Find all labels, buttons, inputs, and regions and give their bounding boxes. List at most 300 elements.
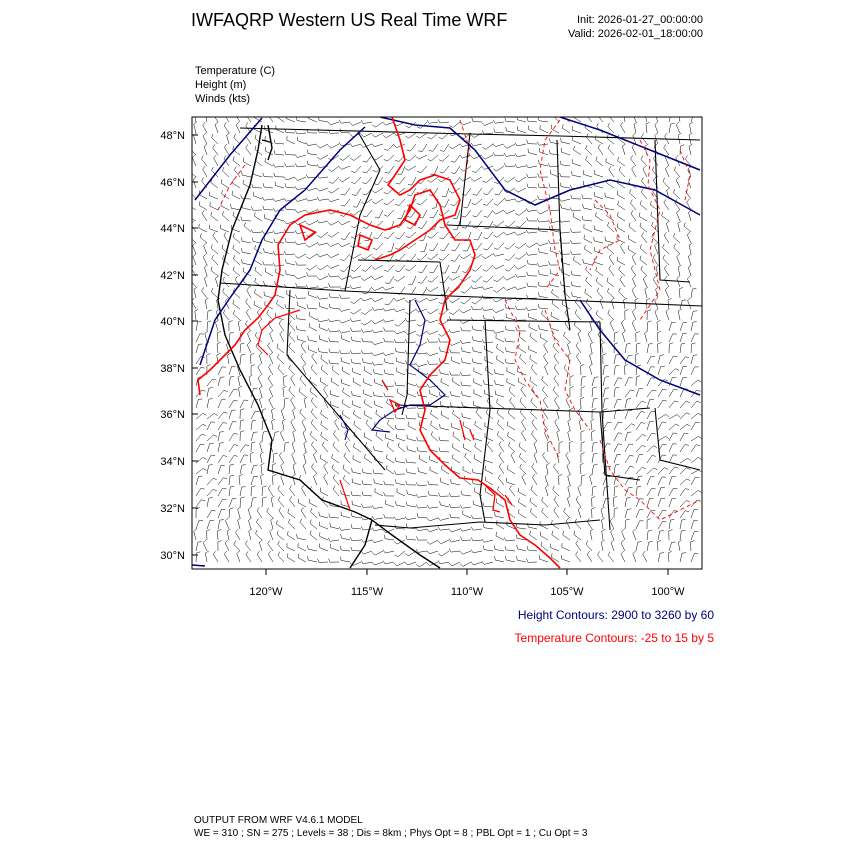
- wind-barb: [657, 320, 661, 331]
- wind-barb: [341, 357, 350, 364]
- wind-barb: [317, 155, 328, 159]
- wind-barb: [306, 198, 317, 201]
- wind-barb: [496, 499, 504, 507]
- wind-barb: [471, 550, 482, 553]
- wind-barb: [309, 499, 317, 507]
- wind-barb: [541, 310, 548, 320]
- wind-barb: [573, 213, 581, 221]
- wind-barb: [669, 369, 679, 375]
- wind-barb: [629, 179, 636, 188]
- wind-barb: [483, 232, 493, 239]
- wind-barb: [221, 202, 229, 210]
- wind-barb: [527, 184, 537, 189]
- wind-barb: [210, 225, 218, 232]
- wind-barb: [508, 409, 515, 419]
- wind-barb: [545, 485, 548, 496]
- wind-barb: [428, 155, 438, 161]
- wind-barb: [587, 518, 592, 529]
- wind-barb: [362, 177, 372, 184]
- wind-barb: [217, 342, 221, 353]
- wind-barb: [196, 508, 200, 518]
- wind-barb: [564, 332, 570, 342]
- wind-barb: [576, 540, 581, 551]
- wind-barb: [632, 166, 636, 177]
- wind-barb: [527, 117, 537, 122]
- wind-barb: [471, 527, 482, 530]
- wind-barb: [676, 177, 680, 188]
- wind-barb: [539, 160, 548, 166]
- wind-barb: [218, 367, 226, 375]
- wind-barb: [603, 409, 607, 419]
- wind-barb: [207, 399, 213, 409]
- wind-barb: [405, 309, 416, 314]
- wind-barb: [416, 342, 427, 346]
- wind-barb: [486, 366, 494, 375]
- wind-barb: [495, 512, 504, 518]
- wind-barb: [560, 161, 570, 166]
- wind-barb: [365, 454, 373, 463]
- wind-barb: [249, 375, 252, 386]
- wind-barb: [543, 419, 548, 430]
- wind-barb: [561, 281, 571, 287]
- wind-barb: [279, 452, 284, 463]
- wind-barb: [417, 254, 427, 260]
- wind-barb: [508, 498, 515, 507]
- wind-barb: [552, 300, 559, 309]
- wind-barb: [639, 212, 647, 221]
- wind-barb: [246, 551, 251, 562]
- wind-barb: [532, 463, 537, 474]
- wind-barb: [218, 478, 227, 485]
- wind-barb: [669, 123, 675, 133]
- wind-barb: [263, 206, 273, 210]
- wind-barb: [576, 551, 581, 562]
- wind-barb: [493, 330, 504, 333]
- wind-barb: [222, 211, 229, 221]
- wind-barb: [387, 442, 394, 452]
- wind-barb: [252, 184, 262, 188]
- wind-barb: [460, 505, 471, 509]
- wind-barb: [439, 210, 449, 216]
- wind-barb: [691, 343, 696, 353]
- wind-barb: [222, 167, 229, 177]
- wind-barb: [353, 199, 361, 207]
- wind-barb: [229, 422, 237, 430]
- wind-barb: [658, 510, 667, 518]
- wind-barb: [199, 201, 207, 210]
- wind-barb: [297, 335, 306, 342]
- wind-barb: [295, 230, 306, 233]
- wind-barb: [259, 540, 262, 551]
- wind-barb: [251, 486, 255, 496]
- wind-barb: [394, 517, 405, 520]
- wind-barb: [317, 242, 328, 245]
- wind-barb: [308, 556, 317, 562]
- wind-barb: [570, 251, 581, 255]
- wind-barb: [287, 531, 295, 540]
- wind-barb: [680, 489, 689, 496]
- wind-barb: [331, 544, 339, 551]
- wind-barb: [372, 188, 383, 193]
- wind-barb: [553, 486, 559, 496]
- wind-barb: [570, 240, 581, 244]
- wind-barb: [407, 435, 416, 441]
- wind-barb: [449, 122, 460, 128]
- wind-barb: [192, 155, 196, 166]
- wind-barb: [207, 498, 213, 508]
- wind-barb: [229, 366, 236, 375]
- wind-barb: [273, 432, 279, 441]
- wind-barb: [395, 254, 405, 261]
- wind-barb: [288, 509, 295, 518]
- wind-barb: [440, 276, 449, 283]
- wind-barb: [299, 388, 306, 397]
- wind-barb: [510, 486, 516, 497]
- wind-barb: [354, 443, 362, 452]
- wind-barb: [669, 444, 677, 452]
- variable-winds: Winds (kts): [195, 93, 250, 105]
- lat-label-34: 34°N: [160, 456, 185, 468]
- wind-barb: [232, 191, 240, 199]
- wind-barb: [506, 556, 515, 562]
- wind-barb: [438, 119, 449, 123]
- wind-barb: [537, 210, 548, 214]
- wind-barb: [264, 236, 273, 243]
- wind-barb: [193, 254, 196, 265]
- wind-barb: [559, 251, 570, 255]
- wind-barb: [372, 540, 383, 543]
- wind-barb: [265, 268, 273, 276]
- wind-barb: [211, 244, 218, 254]
- wind-barb: [551, 544, 559, 551]
- wind-barb: [255, 289, 263, 298]
- wind-barb: [664, 232, 669, 243]
- wind-barb: [416, 364, 427, 367]
- wind-barb: [504, 153, 515, 157]
- wind-barb: [333, 486, 339, 496]
- wind-barb: [211, 267, 218, 276]
- wind-barbs: [188, 111, 702, 567]
- wind-barb: [557, 430, 560, 441]
- wind-barb: [295, 198, 306, 201]
- wind-barb: [375, 488, 383, 496]
- wind-barb: [493, 265, 504, 269]
- wind-barb: [372, 122, 383, 127]
- wind-barb: [600, 298, 603, 309]
- wind-barb: [205, 298, 208, 309]
- wind-barb: [636, 510, 643, 518]
- wind-barb: [362, 469, 372, 474]
- wind-barb: [652, 233, 658, 243]
- wind-barb: [518, 488, 526, 496]
- wind-barb: [532, 430, 538, 441]
- wind-barb: [383, 319, 394, 322]
- wind-barb: [405, 562, 416, 565]
- wind-barb: [416, 133, 427, 138]
- wind-barb: [608, 552, 614, 562]
- wind-barb: [614, 354, 620, 364]
- wind-barb: [372, 527, 383, 530]
- wind-barb: [590, 474, 593, 485]
- wind-barb: [542, 376, 548, 386]
- wind-barb: [293, 463, 296, 474]
- wind-barb: [687, 232, 691, 243]
- wind-barb: [572, 159, 581, 166]
- wind-barb: [273, 198, 284, 201]
- wind-barb: [680, 366, 687, 375]
- wind-barb: [560, 183, 570, 188]
- wind-barb: [507, 421, 515, 430]
- wind-barb: [295, 209, 306, 212]
- wind-barb: [647, 456, 656, 464]
- wind-barb: [295, 154, 306, 157]
- wind-barb: [290, 486, 296, 497]
- wind-barb: [328, 328, 339, 332]
- wind-barb: [473, 210, 483, 217]
- wind-barb: [287, 115, 295, 122]
- wind-barb: [505, 265, 515, 271]
- wind-barb: [295, 177, 306, 181]
- wind-barb: [261, 463, 265, 474]
- wind-barb: [485, 466, 493, 474]
- wind-barb: [597, 288, 603, 298]
- wind-barb: [625, 310, 629, 321]
- wind-barb: [493, 221, 504, 226]
- wind-barb: [522, 419, 527, 430]
- wind-barb: [311, 508, 318, 518]
- wind-barb: [310, 531, 317, 541]
- wind-barb: [262, 486, 267, 496]
- wind-barb: [362, 491, 372, 496]
- wind-barb: [295, 254, 306, 258]
- wind-barb: [238, 375, 241, 386]
- wind-barb: [505, 338, 515, 342]
- wind-barb: [406, 232, 416, 238]
- wind-barb: [592, 430, 596, 441]
- wind-barb: [395, 425, 405, 430]
- wind-barb: [224, 122, 229, 133]
- wind-barb: [499, 441, 504, 452]
- wind-barb: [658, 355, 664, 364]
- wind-barb: [575, 310, 581, 320]
- wind-barb: [384, 210, 394, 216]
- wind-barb: [472, 336, 482, 342]
- wind-barb: [229, 332, 234, 342]
- wind-barb: [636, 476, 643, 485]
- wind-barb: [213, 232, 218, 243]
- wind-barb: [229, 376, 234, 386]
- wind-barb: [530, 333, 537, 342]
- wind-barb: [291, 375, 295, 386]
- wind-barb: [485, 221, 494, 229]
- wind-barb: [428, 339, 439, 343]
- wind-barb: [572, 171, 582, 177]
- wind-barb: [678, 309, 681, 320]
- wind-barb: [194, 287, 197, 298]
- wind-barb: [339, 120, 350, 124]
- wind-barb: [610, 518, 614, 529]
- wind-barb: [462, 347, 472, 353]
- wind-barb: [691, 355, 697, 364]
- wind-barb: [632, 276, 636, 287]
- wind-barb: [297, 534, 306, 540]
- wind-barb: [656, 287, 659, 298]
- wind-barb: [449, 329, 460, 332]
- wind-barb: [449, 504, 460, 508]
- wind-barb: [553, 387, 559, 397]
- wind-barb: [586, 266, 593, 276]
- wind-barb: [594, 237, 603, 243]
- wind-barb: [441, 411, 449, 419]
- wind-barb: [384, 393, 394, 397]
- wind-barb: [474, 378, 482, 386]
- wind-barb: [352, 478, 361, 485]
- wind-barb: [262, 197, 273, 201]
- wind-barb: [207, 379, 216, 386]
- wind-barb: [663, 255, 669, 265]
- wind-barb: [261, 474, 264, 485]
- wind-barb: [628, 245, 636, 254]
- wind-barb: [505, 326, 515, 331]
- wind-barb: [684, 223, 691, 233]
- wind-barb: [427, 120, 438, 123]
- wind-barb: [586, 134, 592, 144]
- wind-barb: [496, 520, 504, 529]
- wind-barb: [240, 487, 246, 497]
- wind-barb: [485, 477, 493, 485]
- wind-barb: [658, 477, 666, 485]
- wind-barb: [590, 364, 593, 375]
- wind-barb: [691, 367, 699, 375]
- wind-barb: [221, 179, 229, 188]
- wind-barb: [472, 118, 482, 122]
- wind-barb: [396, 501, 405, 507]
- wind-barb: [529, 126, 537, 134]
- wind-barb: [263, 261, 273, 265]
- wind-barb: [374, 369, 384, 375]
- wind-barb: [460, 537, 471, 541]
- wind-barb: [218, 412, 228, 419]
- wind-barb: [625, 455, 634, 463]
- wind-barb: [296, 283, 306, 287]
- wind-barb: [680, 458, 691, 463]
- wind-barb: [263, 183, 273, 188]
- wind-barb: [658, 366, 665, 375]
- wind-barb: [497, 410, 504, 420]
- wind-barb: [497, 399, 504, 408]
- wind-barb: [530, 531, 537, 540]
- wind-barb: [383, 308, 394, 311]
- wind-barb: [622, 331, 625, 342]
- wind-barb: [581, 364, 585, 375]
- wind-barb: [395, 265, 405, 272]
- wind-barb: [632, 254, 636, 265]
- wind-barb: [339, 295, 350, 299]
- wind-barb: [207, 388, 213, 398]
- wind-barb: [472, 276, 482, 282]
- wind-barb: [427, 361, 438, 365]
- wind-barb: [506, 347, 516, 353]
- wind-barb: [215, 122, 218, 133]
- wind-barb: [416, 528, 427, 531]
- wind-barb: [318, 348, 328, 353]
- wind-barb: [311, 365, 317, 375]
- wind-barb: [240, 400, 248, 408]
- wind-barb: [504, 537, 515, 541]
- wind-barb: [691, 334, 699, 342]
- longitude-labels: [249, 586, 685, 598]
- wind-barb: [691, 413, 702, 419]
- wind-barb: [471, 143, 482, 146]
- wind-barb: [291, 419, 295, 430]
- wind-barb: [552, 289, 559, 298]
- wind-barb: [680, 530, 685, 540]
- wind-barb: [631, 265, 636, 276]
- wind-barb: [630, 200, 636, 211]
- wind-barb: [207, 455, 215, 463]
- wind-barb: [196, 367, 205, 375]
- wind-barb: [229, 400, 238, 408]
- wind-barb: [289, 321, 295, 332]
- wind-barb: [318, 232, 329, 238]
- wind-barb: [519, 453, 526, 463]
- wind-barb: [260, 452, 263, 463]
- wind-barb: [202, 287, 207, 298]
- wind-barb: [395, 551, 405, 557]
- wind-barb: [406, 265, 416, 271]
- wind-barb: [298, 543, 306, 551]
- wind-barb: [229, 410, 236, 419]
- temperature-contour-legend: Temperature Contours: -25 to 15 by 5: [514, 631, 714, 645]
- wind-barb: [472, 298, 482, 304]
- wind-barb: [330, 523, 339, 529]
- wind-barb: [279, 507, 284, 518]
- wind-barb: [690, 122, 694, 133]
- wind-barb: [621, 122, 626, 133]
- wind-barb: [342, 410, 350, 419]
- wind-barb: [243, 158, 251, 166]
- lat-label-30: 30°N: [160, 550, 185, 562]
- wind-barb: [568, 485, 571, 496]
- wind-barb: [372, 329, 383, 332]
- wind-barb: [396, 357, 405, 364]
- wind-barb: [339, 320, 350, 323]
- wind-barb: [506, 314, 515, 321]
- wind-barb: [473, 434, 482, 441]
- wind-barb: [647, 411, 655, 419]
- wind-barb: [449, 298, 460, 303]
- wind-barb: [449, 276, 460, 280]
- lat-label-46: 46°N: [160, 177, 185, 189]
- wind-barb: [618, 157, 625, 166]
- wind-barb: [256, 519, 262, 530]
- wind-barb: [328, 166, 339, 172]
- wind-barb: [594, 192, 603, 199]
- wind-barb: [557, 408, 560, 419]
- wind-barb: [267, 310, 273, 320]
- wind-barb: [625, 432, 632, 441]
- wind-barb: [592, 387, 597, 397]
- wind-barb: [372, 307, 383, 311]
- wind-barb: [636, 376, 640, 386]
- wind-barb: [450, 514, 460, 518]
- wind-barb: [268, 540, 273, 551]
- wind-barb: [207, 354, 211, 365]
- wind-barb: [526, 559, 537, 563]
- wind-barb: [339, 308, 350, 311]
- wind-barb: [584, 224, 592, 232]
- wind-barb: [218, 423, 227, 431]
